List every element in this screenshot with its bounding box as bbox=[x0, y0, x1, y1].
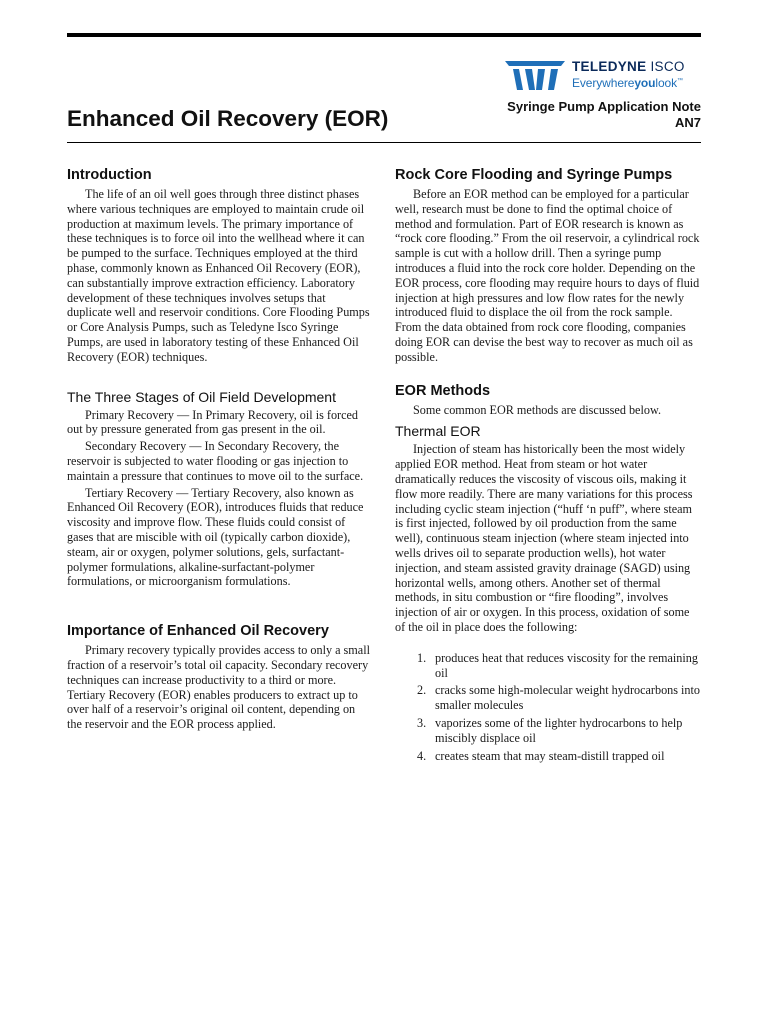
list-item: 3. vaporizes some of the lighter hydrocarbons to help miscibly displace oil bbox=[417, 715, 683, 745]
thermal-eor-heading: Thermal EOR bbox=[395, 423, 481, 440]
appnote-number: AN7 bbox=[674, 115, 701, 130]
rock-core-paragraph: Before an EOR method can be employed for a particular well, research must be done to find the optimal choice of method and formulation. Part of EOR research is known as “rock core flooding.” From the oil reservoir, a cylindrical rock sample is cut with a hollow drill. Then a syringe pump introduces a fluid into the rock core holder. Depending on the EOR process, core flooding may require hours to days of fluid injection at high pressures and low flow rates for the newly introduced fluid to displace the oil from the rock sample. From the data obtained from rock core flooding, companies doing EOR can devise the best way to recover as much oil as possible. bbox=[395, 187, 700, 364]
oxidation-effects-list bbox=[395, 651, 701, 764]
thermal-eor-paragraph: Injection of steam has historically been the most widely applied EOR method. Heat from steam or hot water dramatically reduces the viscosity of viscous oils, making it flow more readily. There are many variations for this process including cyclic steam injection (“huff ‘n puff”, where steam is first injected, followed by oil production from the same well), continuous steam injection (where steam injected into wells drives oil to separate production wells), hot water injection, and steam assisted gravity drainage (SAGD) using horizontal wells, among others. Another set of thermal methods, in situ combustion or “fire flooding”, involves injection of air or oxygen. In this process, oxidation of some of the oil in place does the following: bbox=[395, 442, 693, 634]
header-divider bbox=[67, 142, 701, 143]
secondary-recovery-paragraph: Secondary Recovery — In Secondary Recovery, the reservoir is subjected to water flooding or gas injection to maintain a pressure that continues to move oil to the surface. bbox=[67, 439, 364, 483]
brand-tagline: Everywhereyoulook™ bbox=[572, 76, 683, 90]
top-rule bbox=[67, 33, 701, 37]
right-column bbox=[395, 166, 701, 766]
three-stages-heading: The Three Stages of Oil Field Development bbox=[67, 388, 336, 405]
list-item: 4. creates steam that may steam-distill trapped oil bbox=[417, 748, 665, 763]
eor-methods-heading: EOR Methods bbox=[395, 382, 491, 399]
brand-name: TELEDYNE ISCO bbox=[572, 59, 685, 74]
importance-heading: Importance of Enhanced Oil Recovery bbox=[67, 623, 329, 640]
eor-methods-paragraph: Some common EOR methods are discussed below. bbox=[413, 402, 661, 417]
list-item: 1. produces heat that reduces viscosity for the remaining oil bbox=[417, 650, 698, 680]
teledyne-wave-icon bbox=[505, 58, 567, 92]
application-note-label bbox=[507, 99, 701, 131]
appnote-type: Syringe Pump Application Note bbox=[507, 99, 701, 114]
list-item: 2. cracks some high-molecular weight hydrocarbons into smaller molecules bbox=[417, 683, 701, 713]
importance-paragraph: Primary recovery typically provides access to only a small fraction of a reservoir’s total oil capacity. Secondary recovery techniques can increase productivity to a third or more. Tertiary Recovery (EOR) enables producers to extract up to over half of a reservoir’s original oil content, depending on the reservoir and the EOR process applied. bbox=[67, 643, 370, 732]
primary-recovery-paragraph: Primary Recovery — In Primary Recovery, oil is forced out by pressure generated from gas present in the oil. bbox=[67, 407, 359, 437]
teledyne-logo bbox=[505, 58, 705, 92]
tertiary-recovery-paragraph: Tertiary Recovery — Tertiary Recovery, also known as Enhanced Oil Recovery (EOR), introduces fluids that reduce viscosity and improve flow. These fluids could consist of gases that are miscible with oil (typically carbon dioxide), steam, air or oxygen, polymer solutions, gels, surfactant-polymer formulations, alkaline-surfactant-polymer formulations, or microorganism formulations. bbox=[67, 485, 364, 589]
rock-core-heading: Rock Core Flooding and Syringe Pumps bbox=[395, 167, 673, 183]
introduction-paragraph: The life of an oil well goes through three distinct phases where various techniques are employed to maintain crude oil production at maximum levels. The primary importance of these techniques is to force oil into the wellhead where it can be pumped to the surface. Techniques employed at the third phase, commonly known as Enhanced Oil Recovery (EOR), can substantially improve extraction efficiency. Laboratory development of these techniques involves setups that duplicate well and reservoir conditions. Core Flooding Pumps or Core Analysis Pumps, such as Teledyne Isco Syringe Pumps, are used in laboratory testing of these Enhanced Oil Recovery (EOR) techniques. bbox=[67, 187, 370, 364]
page-title: Enhanced Oil Recovery (EOR) bbox=[67, 106, 389, 131]
left-column bbox=[67, 166, 373, 732]
introduction-heading: Introduction bbox=[67, 167, 152, 183]
